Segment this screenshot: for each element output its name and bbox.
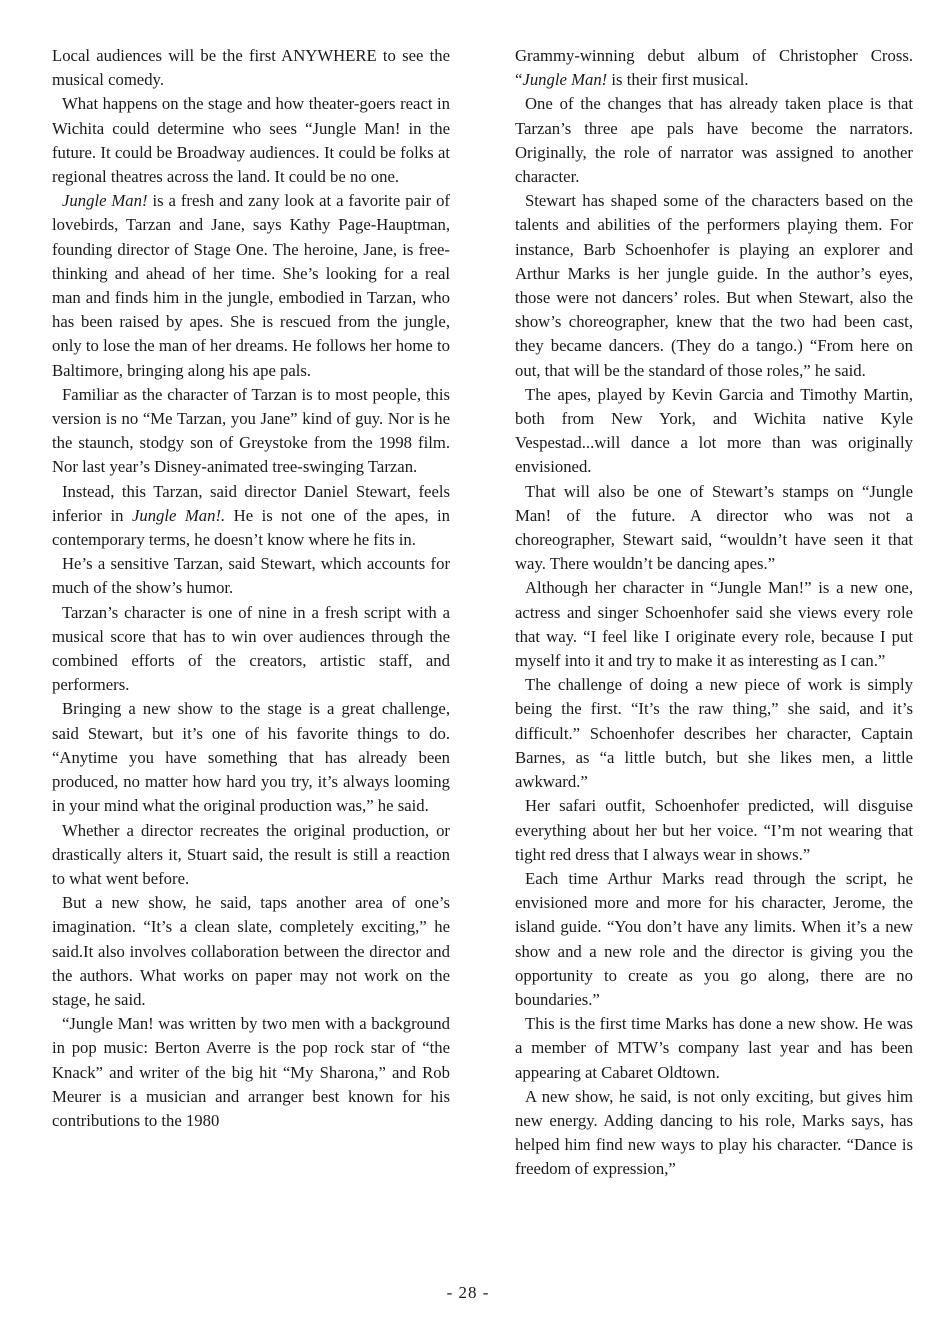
paragraph: What happens on the stage and how theater-goers react in Wichita could determine who sees “Jungle Man! in the future. It could be Broadway audiences. It could be folks at regional theatres across the land. It could be no one. [52, 94, 450, 187]
paragraph: Whether a director recreates the original production, or drastically alters it, Stuart said, the result is still a reaction to what went before. [52, 820, 450, 888]
show-title-italic: Jungle Man!. [131, 505, 226, 525]
paragraph: Bringing a new show to the stage is a great challenge, said Stewart, but it’s one of his favorite things to do. “Anytime you have something that has already been produced, no matter how hard you try, it’s always looming in your mind what the original production was,” he said. [52, 699, 450, 816]
paragraph: Familiar as the character of Tarzan is to most people, this version is no “Me Tarzan, you Jane” kind of guy. Nor is he the staunch, stodgy son of Greystoke from the 1998 film. Nor last year’s Disney-animated tree-swinging Tarzan. [52, 384, 450, 477]
paragraph: Her safari outfit, Schoenhofer predicted, will disguise everything about her but her voice. “I’m not wearing that tight red dress that I always wear in shows.” [515, 796, 913, 864]
paragraph: This is the first time Marks has done a new show. He was a member of MTW’s company last year and has been appearing at Cabaret Oldtown. [515, 1014, 913, 1082]
right-column [515, 44, 913, 1182]
paragraph: But a new show, he said, taps another area of one’s imagination. “It’s a clean slate, completely exciting,” he said.It also involves collaboration between the director and the authors. What works on paper may not work on the stage, he said. [52, 893, 450, 1009]
paragraph: Tarzan’s character is one of nine in a fresh script with a musical score that has to win over audiences through the combined efforts of the creators, artistic staff, and performers. [52, 602, 450, 695]
show-title-italic: Jungle Man! [62, 191, 148, 211]
show-title-italic: Jungle Man! [522, 70, 608, 90]
left-column [52, 44, 450, 1133]
paragraph: “Jungle Man! was written by two men with a background in pop music: Berton Averre is the pop rock star of “the Knack” and writer of the big hit “My Sharona,” and Rob Meurer is a musician and arranger best known for his contributions to the 1980 [52, 1014, 450, 1130]
paragraph: One of the changes that has already taken place is that Tarzan’s three ape pals have become the narrators. Originally, the role of narrator was assigned to another character. [515, 94, 913, 187]
paragraph: Although her character in “Jungle Man!” is a new one, actress and singer Schoenhofer said she views every role that way. “I feel like I originate every role, because I put myself into it and try to make it as interesting as I can.” [515, 578, 913, 671]
paragraph: Each time Arthur Marks read through the script, he envisioned more and more for his character, Jerome, the island guide. “You don’t have any limits. When it’s a new show and a new role and the director is giving you the opportunity to create as you go along, there are no boundaries.” [515, 868, 913, 1009]
paragraph: He’s a sensitive Tarzan, said Stewart, which accounts for much of the show’s humor. [52, 554, 450, 598]
paragraph: Grammy-winning debut album of Christopher Cross. “Jungle Man! is their first musical. [515, 46, 913, 90]
paragraph: The apes, played by Kevin Garcia and Timothy Martin, both from New York, and Wichita native Kyle Vespestad...will dance a lot more than was originally envisioned. [515, 384, 913, 477]
paragraph: A new show, he said, is not only exciting, but gives him new energy. Adding dancing to his role, Marks says, has helped him find new ways to play his character. “Dance is freedom of expression,” [515, 1086, 913, 1179]
paragraph: Local audiences will be the first ANYWHERE to see the musical comedy. [52, 46, 450, 90]
paragraph: The challenge of doing a new piece of work is simply being the first. “It’s the raw thing,” she said, and it’s difficult.” Schoenhofer describes her character, Captain Barnes, as “a little butch, but she likes men, a little awkward.” [515, 675, 913, 792]
paragraph: Jungle Man! is a fresh and zany look at a favorite pair of lovebirds, Tarzan and Jane, says Kathy Page-Hauptman, founding director of Stage One. The heroine, Jane, is free-thinking and ahead of her time. She’s looking for a real man and finds him in the jungle, embodied in Tarzan, who has been raised by apes. She is rescued from the jungle, only to lose the man of her dreams. He follows her home to Baltimore, bringing along his ape pals. [52, 191, 450, 380]
paragraph: Stewart has shaped some of the characters based on the talents and abilities of the performers playing them. For instance, Barb Schoenhofer is playing an explorer and Arthur Marks is her jungle guide. In the author’s eyes, those were not dancers’ roles. But when Stewart, also the show’s choreographer, knew that the two had been cast, they became dancers. (They do a tango.) “From here on out, that will be the standard of those roles,” he said. [515, 191, 913, 380]
paragraph: Instead, this Tarzan, said director Daniel Stewart, feels inferior in Jungle Man!. He is not one of the apes, in contemporary terms, he doesn’t know where he fits in. [52, 481, 450, 550]
paragraph: That will also be one of Stewart’s stamps on “Jungle Man! of the future. A director who was not a choreographer, Stewart said, “wouldn’t have seen it that way. There wouldn’t be dancing apes.” [515, 481, 913, 574]
page-number: - 28 - [446, 1283, 490, 1302]
